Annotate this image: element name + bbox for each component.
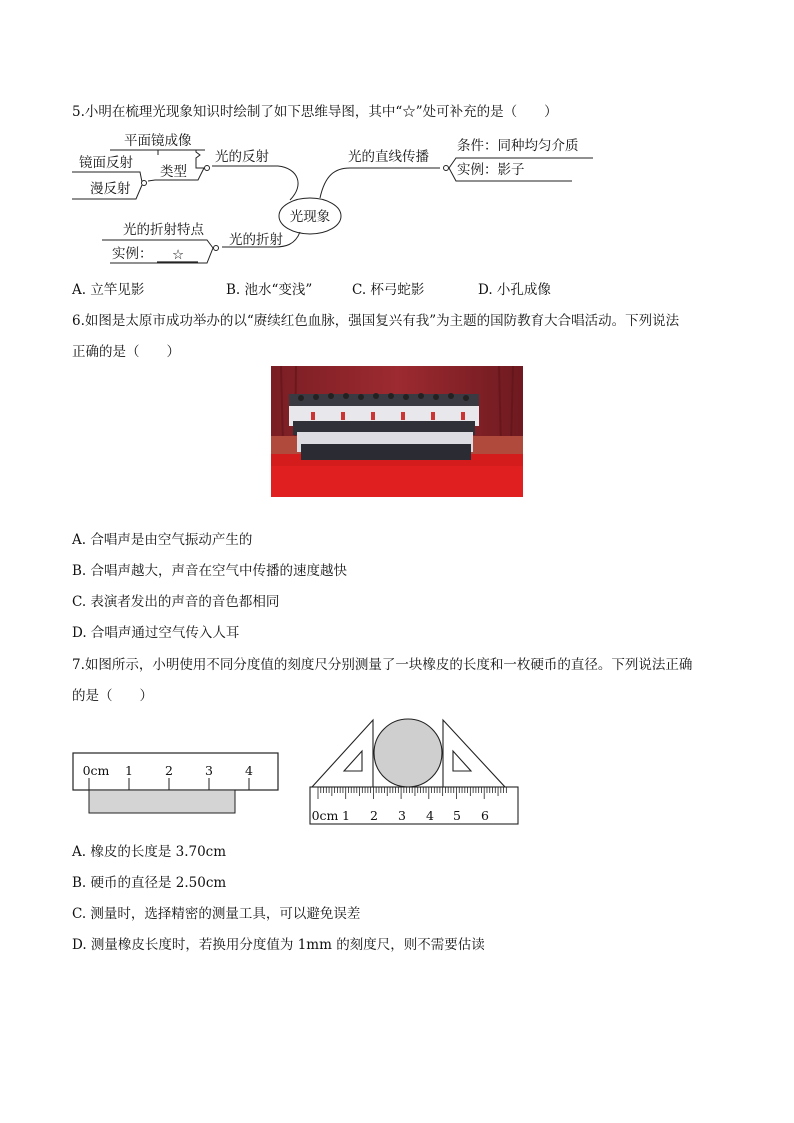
example-shadow-label: 实例：影子 xyxy=(457,162,525,178)
eraser xyxy=(89,790,235,813)
q6-option-d: D. 合唱声通过空气传入人耳 xyxy=(72,625,240,641)
q6-stem-line2: 正确的是（ ） xyxy=(72,344,180,360)
q6-option-a: A. 合唱声是由空气振动产生的 xyxy=(72,532,253,548)
coin xyxy=(374,719,442,787)
q6-option-c: C. 表演者发出的声音的音色都相同 xyxy=(72,594,280,610)
q6-option-b: B. 合唱声越大，声音在空气中传播的速度越快 xyxy=(72,563,348,579)
diffuse-reflection-label: 漫反射 xyxy=(90,181,131,197)
straight-branch xyxy=(320,168,440,198)
q7-stem-line1: 7.如图所示，小明使用不同分度值的刻度尺分别测量了一块橡皮的长度和一枚硬币的直径。下列说法正确 xyxy=(72,657,693,673)
coin-ruler-figure xyxy=(300,710,530,830)
q5-option-d: D. 小孔成像 xyxy=(478,282,551,298)
ruler2-label-4: 4 xyxy=(426,808,434,823)
q7-option-a: A. 橡皮的长度是 3.70cm xyxy=(72,844,227,860)
type-label: 类型 xyxy=(160,164,187,180)
light-mindmap-diagram xyxy=(0,0,794,300)
reflection-label: 光的反射 xyxy=(215,149,269,165)
eraser-ruler-figure xyxy=(0,740,300,830)
q6-stem-line1: 6.如图是太原市成功举办的以“赓续红色血脉，强国复兴有我”为主题的国防教育大合唱活动。下列说法 xyxy=(72,313,680,329)
condition-label: 条件：同种均匀介质 xyxy=(457,138,579,154)
straight-propagation-label: 光的直线传播 xyxy=(348,149,429,165)
ruler1-label-4: 4 xyxy=(245,763,253,778)
choir-photo xyxy=(271,366,523,497)
q7-option-b: B. 硬币的直径是 2.50cm xyxy=(72,875,227,891)
q7-option-c: C. 测量时，选择精密的测量工具，可以避免误差 xyxy=(72,906,361,922)
refraction-example-label: 实例： xyxy=(112,246,153,262)
ruler2-label-2: 2 xyxy=(370,808,378,823)
refraction-label: 光的折射 xyxy=(229,232,283,248)
q5-option-c: C. 杯弓蛇影 xyxy=(352,282,425,298)
q7-option-d: D. 测量橡皮长度时，若换用分度值为 1mm 的刻度尺，则不需要估读 xyxy=(72,937,485,953)
ruler2-label-1: 1 xyxy=(342,808,350,823)
ruler1-label-3: 3 xyxy=(205,763,213,778)
q7-stem-line2: 的是（ ） xyxy=(72,688,153,704)
ruler1-label-0: 0cm xyxy=(82,763,110,778)
reflection-branch xyxy=(212,166,298,200)
right-set-square xyxy=(443,720,505,787)
q5-option-a: A. 立竿见影 xyxy=(72,282,145,298)
q5-stem: 5.小明在梳理光现象知识时绘制了如下思维导图，其中“☆”处可补充的是（ ） xyxy=(72,104,558,120)
ruler2-label-5: 5 xyxy=(453,808,461,823)
specular-reflection-label: 镜面反射 xyxy=(79,155,133,171)
plane-mirror-label: 平面镜成像 xyxy=(124,133,192,149)
star-placeholder: ☆ xyxy=(172,247,185,263)
left-set-square xyxy=(312,720,373,787)
refraction-feature-label: 光的折射特点 xyxy=(123,222,204,238)
ruler2-label-3: 3 xyxy=(398,808,406,823)
mindmap-center-label: 光现象 xyxy=(289,209,331,225)
ruler2-label-0: 0cm xyxy=(311,808,339,823)
q5-option-b: B. 池水“变浅” xyxy=(226,282,313,298)
ruler1-label-2: 2 xyxy=(165,763,173,778)
ruler1-label-1: 1 xyxy=(125,763,133,778)
ruler2-label-6: 6 xyxy=(481,808,489,823)
